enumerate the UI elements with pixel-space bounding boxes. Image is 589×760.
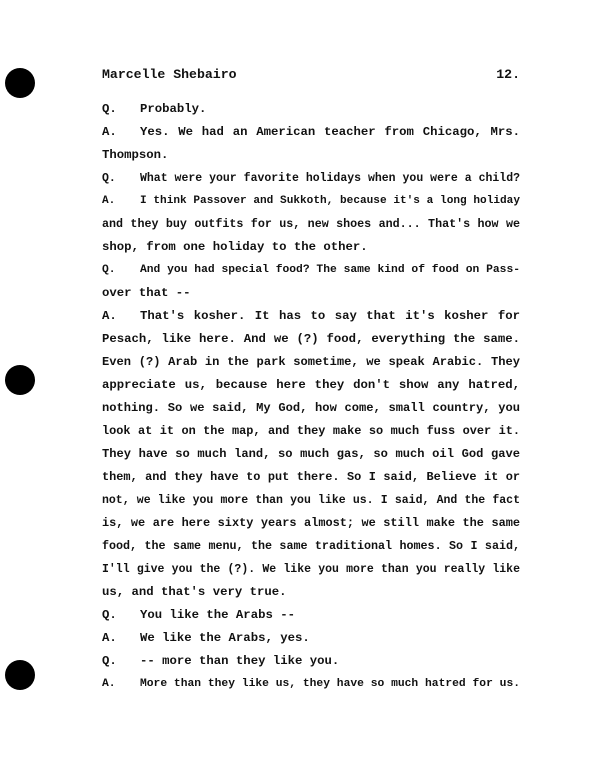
transcript-line [102,305,520,328]
transcript-line [102,121,520,144]
transcript-line [102,167,520,190]
line-text: And you had special food? The same kind of food on Pass- [140,264,520,276]
speaker-label: Q. [102,172,116,185]
speaker-label: Q. [102,102,117,116]
page-header [102,67,520,83]
line-text: Yes. We had an American teacher from Chicago, Mrs. [140,125,520,139]
line-text: nothing. So we said, My God, how come, small country, you [102,401,520,415]
line-text: and they buy outfits for us, new shoes and... That's how we [102,217,520,231]
binder-hole-middle [5,365,35,395]
transcript-line [102,581,520,604]
line-text: shop, from one holiday to the other. [102,240,368,254]
transcript-line [102,328,520,351]
transcript-line [102,627,520,650]
transcript-line [102,190,520,213]
transcript-line [102,604,520,627]
line-text: look at it on the map, and they make so much fuss over it. [102,424,520,438]
line-text: over that -- [102,286,191,300]
line-text: I think Passover and Sukkoth, because it's a long holiday [140,195,520,207]
transcript-line [102,650,520,673]
transcript-line [102,397,520,420]
line-text: You like the Arabs -- [140,608,295,622]
transcript-line [102,259,520,282]
line-text: I'll give you the (?). We like you more than you really like [102,563,520,576]
interviewee-name: Marcelle Shebairo [102,67,237,82]
line-text: not, we like you more than you like us. I said, And the fact [102,494,520,507]
transcript-line [102,420,520,443]
line-text: is, we are here sixty years almost; we still make the same [102,516,520,530]
transcript-line [102,98,520,121]
line-text: Probably. [140,102,207,116]
transcript-line [102,213,520,236]
transcript-line [102,236,520,259]
line-text: us, and that's very true. [102,585,287,599]
line-text: Thompson. [102,148,169,162]
line-text: They have so much land, so much gas, so much oil God gave [102,447,520,461]
line-text: food, the same menu, the same traditional homes. So I said, [102,539,520,553]
speaker-label: A. [102,125,117,139]
transcript-line [102,374,520,397]
transcript-line [102,282,520,305]
line-text: -- more than they like you. [140,654,340,668]
speaker-label: A. [102,195,116,207]
transcript-line [102,558,520,581]
transcript-line [102,466,520,489]
transcript-body [102,98,520,696]
binder-hole-bottom [5,660,35,690]
line-text: them, and they have to put there. So I said, Believe it or [102,470,520,484]
transcript-line [102,535,520,558]
line-text: More than they like us, they have so much hatred for us. [140,678,520,690]
line-text: That's kosher. It has to say that it's kosher for [140,309,520,323]
transcript-line [102,489,520,512]
page-number: 12. [496,67,520,82]
transcript-line [102,144,520,167]
speaker-label: A. [102,309,117,323]
transcript-line [102,443,520,466]
speaker-label: Q. [102,654,117,668]
binder-hole-top [5,68,35,98]
transcript-line [102,673,520,696]
transcript-line [102,351,520,374]
line-text: We like the Arabs, yes. [140,631,310,645]
speaker-label: A. [102,678,116,690]
speaker-label: Q. [102,608,117,622]
transcript-line [102,512,520,535]
line-text: Pesach, like here. And we (?) food, everything the same. [102,332,520,346]
speaker-label: Q. [102,264,116,276]
line-text: appreciate us, because here they don't show any hatred, [102,378,520,392]
speaker-label: A. [102,631,117,645]
line-text: What were your favorite holidays when you were a child? [140,172,520,185]
line-text: Even (?) Arab in the park sometime, we speak Arabic. They [102,355,520,369]
